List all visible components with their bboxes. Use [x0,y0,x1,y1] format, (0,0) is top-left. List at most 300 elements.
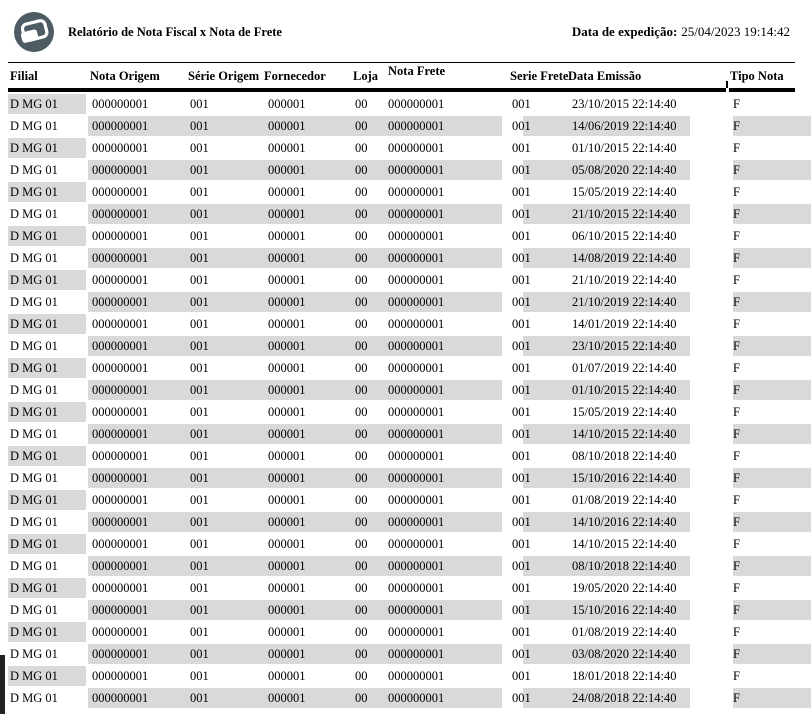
cell-data-emissao: 01/08/2019 22:14:40 [572,625,677,639]
cell-loja: 00 [355,603,368,617]
cell-tipo-nota: F [733,669,740,683]
cell-data-emissao: 08/10/2018 22:14:40 [572,449,677,463]
table-row [0,357,811,379]
cell-serie-origem: 001 [190,339,209,353]
cell-nota-frete: 000000001 [388,207,445,221]
table-row [0,115,811,137]
column-header-serie-frete: Serie Frete [510,69,569,83]
cell-data-emissao: 23/10/2015 22:14:40 [572,339,677,353]
report-title: Relatório de Nota Fiscal x Nota de Frete [68,25,282,39]
cell-serie-frete: 001 [512,691,531,705]
cell-tipo-nota: F [733,295,740,309]
cell-fornecedor: 000001 [268,427,306,441]
table-row [0,621,811,643]
cell-fornecedor: 000001 [268,625,306,639]
cell-loja: 00 [355,405,368,419]
cell-nota-frete: 000000001 [388,537,445,551]
cell-data-emissao: 15/10/2016 22:14:40 [572,471,677,485]
row-shade-band-c [733,380,811,400]
cell-filial: D MG 01 [10,295,58,309]
cell-nota-frete: 000000001 [388,119,445,133]
cell-serie-origem: 001 [190,691,209,705]
table-row [0,577,811,599]
cell-serie-frete: 001 [512,317,531,331]
row-shade-band-c [733,292,811,312]
cell-filial: D MG 01 [10,515,58,529]
cell-serie-origem: 001 [190,427,209,441]
cell-loja: 00 [355,691,368,705]
cell-data-emissao: 14/10/2016 22:14:40 [572,515,677,529]
cell-serie-origem: 001 [190,515,209,529]
cell-fornecedor: 000001 [268,537,306,551]
cell-nota-origem: 000000001 [92,537,149,551]
table-row [0,665,811,687]
cell-nota-origem: 000000001 [92,273,149,287]
cell-nota-frete: 000000001 [388,251,445,265]
table-body [0,93,811,709]
row-shade-band-c [733,116,811,136]
cell-filial: D MG 01 [10,361,58,375]
row-shade-band-c [733,600,811,620]
row-shade-band-c [733,160,811,180]
cell-filial: D MG 01 [10,405,58,419]
cell-fornecedor: 000001 [268,273,306,287]
cell-loja: 00 [355,669,368,683]
cell-loja: 00 [355,449,368,463]
row-shade-band-c [733,644,811,664]
table-row [0,203,811,225]
cell-nota-frete: 000000001 [388,163,445,177]
cell-tipo-nota: F [733,251,740,265]
cell-fornecedor: 000001 [268,295,306,309]
cell-serie-origem: 001 [190,625,209,639]
cell-loja: 00 [355,647,368,661]
header-bottom-rule-left [8,88,726,92]
cell-serie-frete: 001 [512,515,531,529]
cell-nota-frete: 000000001 [388,427,445,441]
cell-data-emissao: 21/10/2019 22:14:40 [572,295,677,309]
table-row [0,401,811,423]
cell-fornecedor: 000001 [268,361,306,375]
row-shade-band-c [733,248,811,268]
table-row [0,467,811,489]
cell-tipo-nota: F [733,339,740,353]
cell-serie-frete: 001 [512,405,531,419]
table-row [0,643,811,665]
cell-serie-frete: 001 [512,295,531,309]
cell-fornecedor: 000001 [268,97,306,111]
cell-filial: D MG 01 [10,383,58,397]
cell-filial: D MG 01 [10,317,58,331]
column-header-data-emissao: Data Emissão [568,69,642,83]
cell-serie-origem: 001 [190,361,209,375]
cell-tipo-nota: F [733,427,740,441]
cell-loja: 00 [355,273,368,287]
cell-nota-origem: 000000001 [92,97,149,111]
cell-tipo-nota: F [733,185,740,199]
cell-data-emissao: 01/10/2015 22:14:40 [572,383,677,397]
table-row [0,225,811,247]
cell-loja: 00 [355,383,368,397]
cell-serie-frete: 001 [512,141,531,155]
cell-filial: D MG 01 [10,493,58,507]
cell-data-emissao: 03/08/2020 22:14:40 [572,647,677,661]
cell-serie-frete: 001 [512,581,531,595]
cell-nota-frete: 000000001 [388,295,445,309]
column-header-serie-origem: Série Origem [188,69,260,83]
cell-filial: D MG 01 [10,163,58,177]
cell-fornecedor: 000001 [268,603,306,617]
cell-nota-origem: 000000001 [92,493,149,507]
cell-nota-origem: 000000001 [92,251,149,265]
cell-tipo-nota: F [733,229,740,243]
table-row [0,313,811,335]
cell-filial: D MG 01 [10,647,58,661]
row-shade-band-c [733,204,811,224]
column-header-nota-frete: Nota Frete [388,64,446,78]
cell-filial: D MG 01 [10,669,58,683]
cell-filial: D MG 01 [10,185,58,199]
column-header-filial: Filial [10,69,38,83]
expedition-date [572,24,790,40]
cell-filial: D MG 01 [10,559,58,573]
cell-fornecedor: 000001 [268,383,306,397]
cell-nota-origem: 000000001 [92,317,149,331]
table-row [0,533,811,555]
column-header-fornecedor: Fornecedor [264,69,326,83]
cell-nota-origem: 000000001 [92,647,149,661]
cell-loja: 00 [355,471,368,485]
cell-serie-origem: 001 [190,97,209,111]
cell-loja: 00 [355,559,368,573]
cell-tipo-nota: F [733,207,740,221]
cell-serie-origem: 001 [190,449,209,463]
cell-nota-frete: 000000001 [388,625,445,639]
cell-loja: 00 [355,207,368,221]
cell-nota-origem: 000000001 [92,449,149,463]
table-row [0,269,811,291]
cell-nota-origem: 000000001 [92,383,149,397]
cell-fornecedor: 000001 [268,581,306,595]
cell-data-emissao: 14/01/2019 22:14:40 [572,317,677,331]
cell-nota-frete: 000000001 [388,647,445,661]
cell-serie-frete: 001 [512,185,531,199]
cell-serie-origem: 001 [190,185,209,199]
cell-loja: 00 [355,515,368,529]
cell-nota-frete: 000000001 [388,361,445,375]
cell-tipo-nota: F [733,383,740,397]
totvs-logo-icon [14,12,54,52]
cell-nota-origem: 000000001 [92,119,149,133]
cell-tipo-nota: F [733,515,740,529]
cell-nota-frete: 000000001 [388,405,445,419]
cell-tipo-nota: F [733,647,740,661]
cell-nota-frete: 000000001 [388,603,445,617]
cell-serie-origem: 001 [190,163,209,177]
cell-filial: D MG 01 [10,273,58,287]
expedition-label: Data de expedição: [571,24,678,39]
table-row [0,335,811,357]
cell-loja: 00 [355,229,368,243]
cell-tipo-nota: F [733,559,740,573]
cell-tipo-nota: F [733,141,740,155]
cell-data-emissao: 18/01/2018 22:14:40 [572,669,677,683]
cell-loja: 00 [355,97,368,111]
left-edge-bar [0,655,5,714]
cell-tipo-nota: F [733,691,740,705]
cell-nota-frete: 000000001 [388,449,445,463]
cell-tipo-nota: F [733,625,740,639]
cell-loja: 00 [355,185,368,199]
cell-serie-frete: 001 [512,273,531,287]
cell-filial: D MG 01 [10,581,58,595]
cell-fornecedor: 000001 [268,163,306,177]
cell-data-emissao: 05/08/2020 22:14:40 [572,163,677,177]
cell-serie-frete: 001 [512,625,531,639]
cell-nota-frete: 000000001 [388,669,445,683]
row-shade-band-c [733,688,811,708]
row-shade-band-c [733,556,811,576]
cell-serie-frete: 001 [512,537,531,551]
cell-serie-origem: 001 [190,251,209,265]
cell-data-emissao: 15/05/2019 22:14:40 [572,185,677,199]
row-shade-band-c [733,468,811,488]
column-header-loja: Loja [353,69,378,83]
table-row [0,423,811,445]
cell-nota-frete: 000000001 [388,515,445,529]
cell-loja: 00 [355,581,368,595]
column-headers [0,64,811,88]
cell-fornecedor: 000001 [268,669,306,683]
cell-filial: D MG 01 [10,537,58,551]
cell-fornecedor: 000001 [268,647,306,661]
cell-tipo-nota: F [733,317,740,331]
table-row [0,159,811,181]
column-header-nota-origem: Nota Origem [90,69,160,83]
cell-tipo-nota: F [733,163,740,177]
cell-data-emissao: 21/10/2019 22:14:40 [572,273,677,287]
row-shade-band-c [733,424,811,444]
cell-loja: 00 [355,493,368,507]
cell-serie-origem: 001 [190,669,209,683]
cell-serie-origem: 001 [190,207,209,221]
table-row [0,379,811,401]
cell-nota-origem: 000000001 [92,691,149,705]
cell-serie-frete: 001 [512,449,531,463]
cell-serie-frete: 001 [512,559,531,573]
cell-nota-origem: 000000001 [92,427,149,441]
cell-tipo-nota: F [733,97,740,111]
cell-nota-origem: 000000001 [92,405,149,419]
cell-nota-origem: 000000001 [92,361,149,375]
cell-serie-frete: 001 [512,493,531,507]
cell-filial: D MG 01 [10,339,58,353]
cell-tipo-nota: F [733,361,740,375]
cell-loja: 00 [355,339,368,353]
cell-nota-frete: 000000001 [388,141,445,155]
cell-fornecedor: 000001 [268,493,306,507]
cell-nota-origem: 000000001 [92,603,149,617]
cell-data-emissao: 24/08/2018 22:14:40 [572,691,677,705]
cell-loja: 00 [355,119,368,133]
cell-nota-origem: 000000001 [92,669,149,683]
cell-filial: D MG 01 [10,229,58,243]
cell-tipo-nota: F [733,405,740,419]
table-row [0,445,811,467]
cell-data-emissao: 14/10/2015 22:14:40 [572,427,677,441]
cell-data-emissao: 21/10/2015 22:14:40 [572,207,677,221]
cell-filial: D MG 01 [10,207,58,221]
cell-nota-origem: 000000001 [92,163,149,177]
cell-nota-frete: 000000001 [388,559,445,573]
cell-nota-frete: 000000001 [388,581,445,595]
cell-tipo-nota: F [733,471,740,485]
cell-tipo-nota: F [733,537,740,551]
cell-data-emissao: 19/05/2020 22:14:40 [572,581,677,595]
cell-fornecedor: 000001 [268,207,306,221]
cell-serie-origem: 001 [190,559,209,573]
cell-data-emissao: 01/08/2019 22:14:40 [572,493,677,507]
cell-serie-origem: 001 [190,119,209,133]
cell-serie-origem: 001 [190,405,209,419]
cell-fornecedor: 000001 [268,119,306,133]
cell-filial: D MG 01 [10,449,58,463]
cell-nota-origem: 000000001 [92,295,149,309]
cell-data-emissao: 08/10/2018 22:14:40 [572,559,677,573]
cell-filial: D MG 01 [10,251,58,265]
cell-fornecedor: 000001 [268,515,306,529]
cell-fornecedor: 000001 [268,251,306,265]
cell-filial: D MG 01 [10,427,58,441]
header-rule-tick [726,81,728,88]
cell-nota-origem: 000000001 [92,559,149,573]
cell-nota-origem: 000000001 [92,229,149,243]
cell-serie-frete: 001 [512,251,531,265]
cell-filial: D MG 01 [10,119,58,133]
cell-fornecedor: 000001 [268,317,306,331]
cell-data-emissao: 01/10/2015 22:14:40 [572,141,677,155]
cell-nota-origem: 000000001 [92,515,149,529]
cell-serie-frete: 001 [512,647,531,661]
cell-fornecedor: 000001 [268,691,306,705]
header-bottom-rule-right [729,88,795,92]
cell-nota-origem: 000000001 [92,581,149,595]
cell-fornecedor: 000001 [268,449,306,463]
cell-loja: 00 [355,361,368,375]
cell-filial: D MG 01 [10,625,58,639]
cell-serie-frete: 001 [512,603,531,617]
cell-serie-origem: 001 [190,141,209,155]
cell-serie-frete: 001 [512,207,531,221]
row-shade-band-c [733,512,811,532]
cell-fornecedor: 000001 [268,339,306,353]
cell-data-emissao: 01/07/2019 22:14:40 [572,361,677,375]
cell-filial: D MG 01 [10,141,58,155]
cell-serie-origem: 001 [190,229,209,243]
cell-data-emissao: 15/10/2016 22:14:40 [572,603,677,617]
cell-fornecedor: 000001 [268,229,306,243]
cell-serie-origem: 001 [190,471,209,485]
table-row [0,511,811,533]
cell-loja: 00 [355,427,368,441]
cell-loja: 00 [355,251,368,265]
cell-nota-frete: 000000001 [388,97,445,111]
cell-tipo-nota: F [733,449,740,463]
cell-loja: 00 [355,141,368,155]
cell-tipo-nota: F [733,603,740,617]
cell-nota-origem: 000000001 [92,471,149,485]
cell-filial: D MG 01 [10,603,58,617]
cell-serie-frete: 001 [512,471,531,485]
cell-data-emissao: 23/10/2015 22:14:40 [572,97,677,111]
cell-serie-frete: 001 [512,229,531,243]
table-row [0,137,811,159]
cell-data-emissao: 06/10/2015 22:14:40 [572,229,677,243]
cell-serie-frete: 001 [512,383,531,397]
table-row [0,181,811,203]
cell-tipo-nota: F [733,119,740,133]
table-row [0,599,811,621]
cell-serie-origem: 001 [190,493,209,507]
expedition-value: 25/04/2023 19:14:42 [681,24,790,39]
cell-serie-origem: 001 [190,295,209,309]
cell-serie-frete: 001 [512,119,531,133]
cell-serie-frete: 001 [512,97,531,111]
cell-filial: D MG 01 [10,691,58,705]
cell-data-emissao: 14/06/2019 22:14:40 [572,119,677,133]
cell-nota-origem: 000000001 [92,141,149,155]
column-header-tipo-nota: Tipo Nota [730,69,784,83]
cell-nota-frete: 000000001 [388,471,445,485]
cell-serie-origem: 001 [190,647,209,661]
cell-nota-frete: 000000001 [388,273,445,287]
cell-fornecedor: 000001 [268,141,306,155]
cell-fornecedor: 000001 [268,559,306,573]
cell-loja: 00 [355,625,368,639]
cell-fornecedor: 000001 [268,471,306,485]
cell-data-emissao: 14/10/2015 22:14:40 [572,537,677,551]
cell-serie-frete: 001 [512,163,531,177]
cell-loja: 00 [355,295,368,309]
cell-serie-origem: 001 [190,537,209,551]
cell-nota-frete: 000000001 [388,229,445,243]
cell-serie-frete: 001 [512,361,531,375]
cell-loja: 00 [355,317,368,331]
table-row [0,489,811,511]
table-row [0,93,811,115]
cell-fornecedor: 000001 [268,405,306,419]
cell-nota-frete: 000000001 [388,339,445,353]
cell-nota-frete: 000000001 [388,493,445,507]
cell-nota-frete: 000000001 [388,691,445,705]
cell-serie-frete: 001 [512,427,531,441]
table-row [0,247,811,269]
cell-filial: D MG 01 [10,471,58,485]
cell-serie-origem: 001 [190,383,209,397]
cell-fornecedor: 000001 [268,185,306,199]
cell-filial: D MG 01 [10,97,58,111]
cell-nota-origem: 000000001 [92,207,149,221]
cell-nota-origem: 000000001 [92,339,149,353]
cell-serie-frete: 001 [512,669,531,683]
cell-serie-origem: 001 [190,317,209,331]
table-row [0,555,811,577]
table-row [0,687,811,709]
cell-tipo-nota: F [733,273,740,287]
cell-nota-frete: 000000001 [388,383,445,397]
cell-nota-origem: 000000001 [92,185,149,199]
cell-loja: 00 [355,537,368,551]
